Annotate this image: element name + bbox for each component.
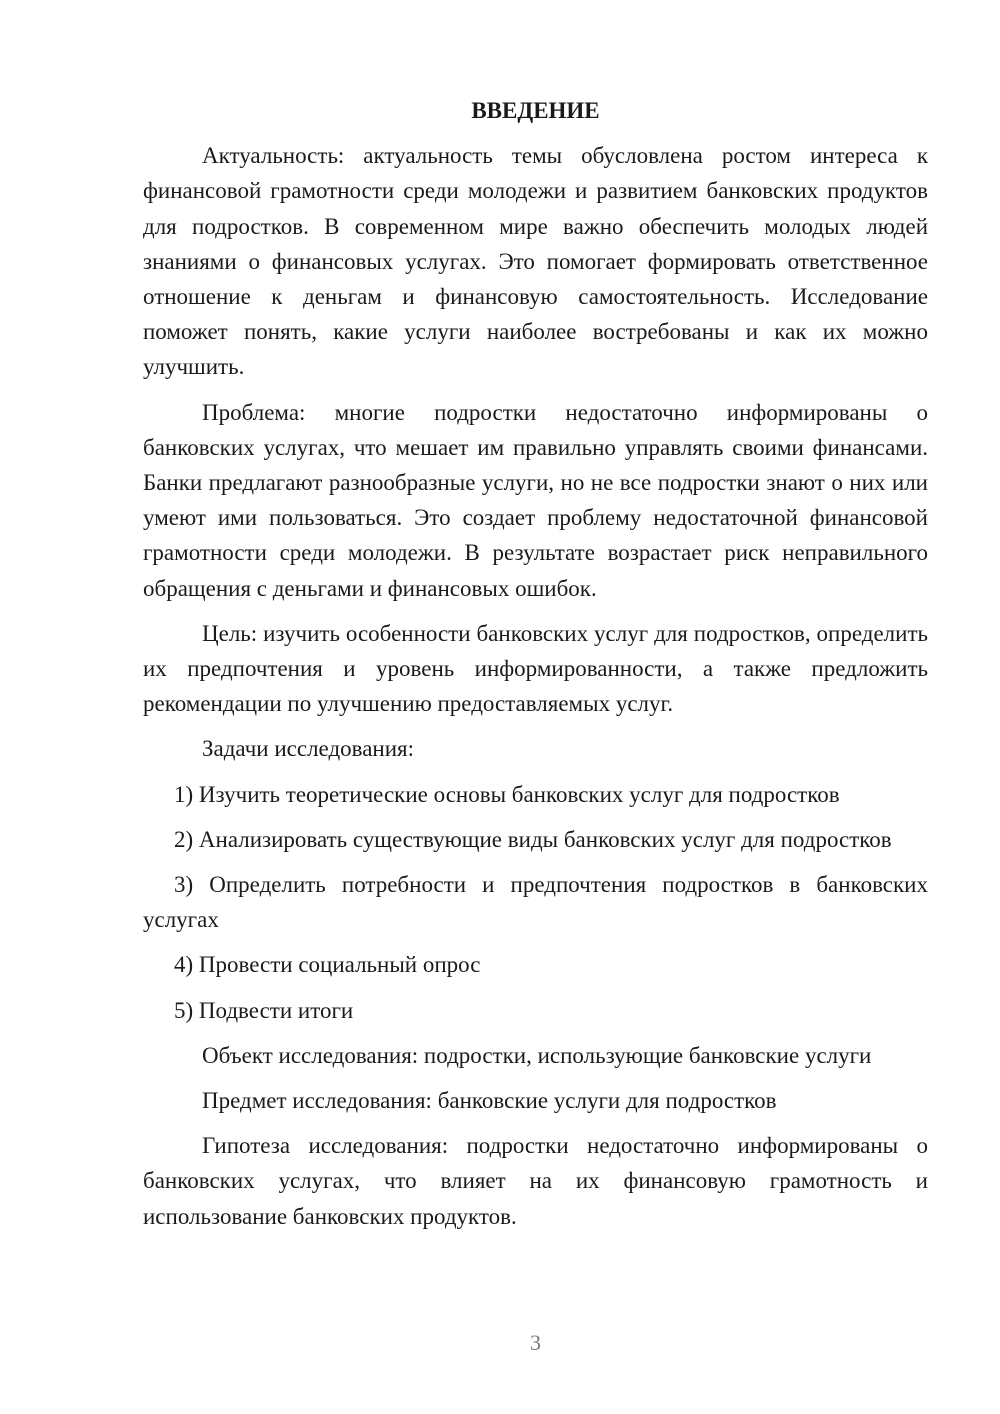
document-page bbox=[143, 93, 928, 1244]
goal-paragraph: Цель: изучить особенности банковских услуг для подростков, определить их предпочтения и уровень информированности, а также предложить рекомендации по улучшению предоставляемых услуг. bbox=[143, 620, 928, 717]
task-item: 5) Подвести итоги bbox=[174, 997, 354, 1023]
task-item: 1) Изучить теоретические основы банковских услуг для подростков bbox=[174, 781, 840, 807]
task-item: 2) Анализировать существующие виды банковских услуг для подростков bbox=[174, 826, 892, 852]
relevance-paragraph: Актуальность: актуальность темы обусловлена ростом интереса к финансовой грамотности среди молодежи и развитием банковских продуктов для подростков. В современном мире важно обеспечить молодых людей знаниями о финансовых услугах. Это помогает формировать ответственное отношение к деньгам и финансовую самостоятельность. Исследование поможет понять, какие услуги наиболее востребованы и как их можно улучшить. bbox=[143, 143, 928, 380]
object-paragraph: Объект исследования: подростки, использующие банковские услуги bbox=[202, 1042, 872, 1068]
problem-paragraph: Проблема: многие подростки недостаточно информированы о банковских услугах, что мешает им правильно управлять своими финансами. Банки предлагают разнообразные услуги, но не все подростки знают о них или умеют ими пользоваться. Это создает проблему недостаточной финансовой грамотности среди молодежи. В результате возрастает риск неправильного обращения с деньгами и финансовых ошибок. bbox=[143, 399, 928, 601]
tasks-title: Задачи исследования: bbox=[202, 736, 415, 762]
page-title: ВВЕДЕНИЕ bbox=[471, 98, 600, 123]
hypothesis-paragraph: Гипотеза исследования: подростки недостаточно информированы о банковских услугах, что влияет на их финансовую грамотность и использование банковских продуктов. bbox=[143, 1133, 928, 1229]
task-item: 3) Определить потребности и предпочтения подростков в банковских услугах bbox=[143, 872, 928, 933]
subject-paragraph: Предмет исследования: банковские услуги для подростков bbox=[202, 1088, 777, 1114]
task-item: 4) Провести социальный опрос bbox=[174, 952, 481, 978]
page-number: 3 bbox=[530, 1330, 541, 1355]
